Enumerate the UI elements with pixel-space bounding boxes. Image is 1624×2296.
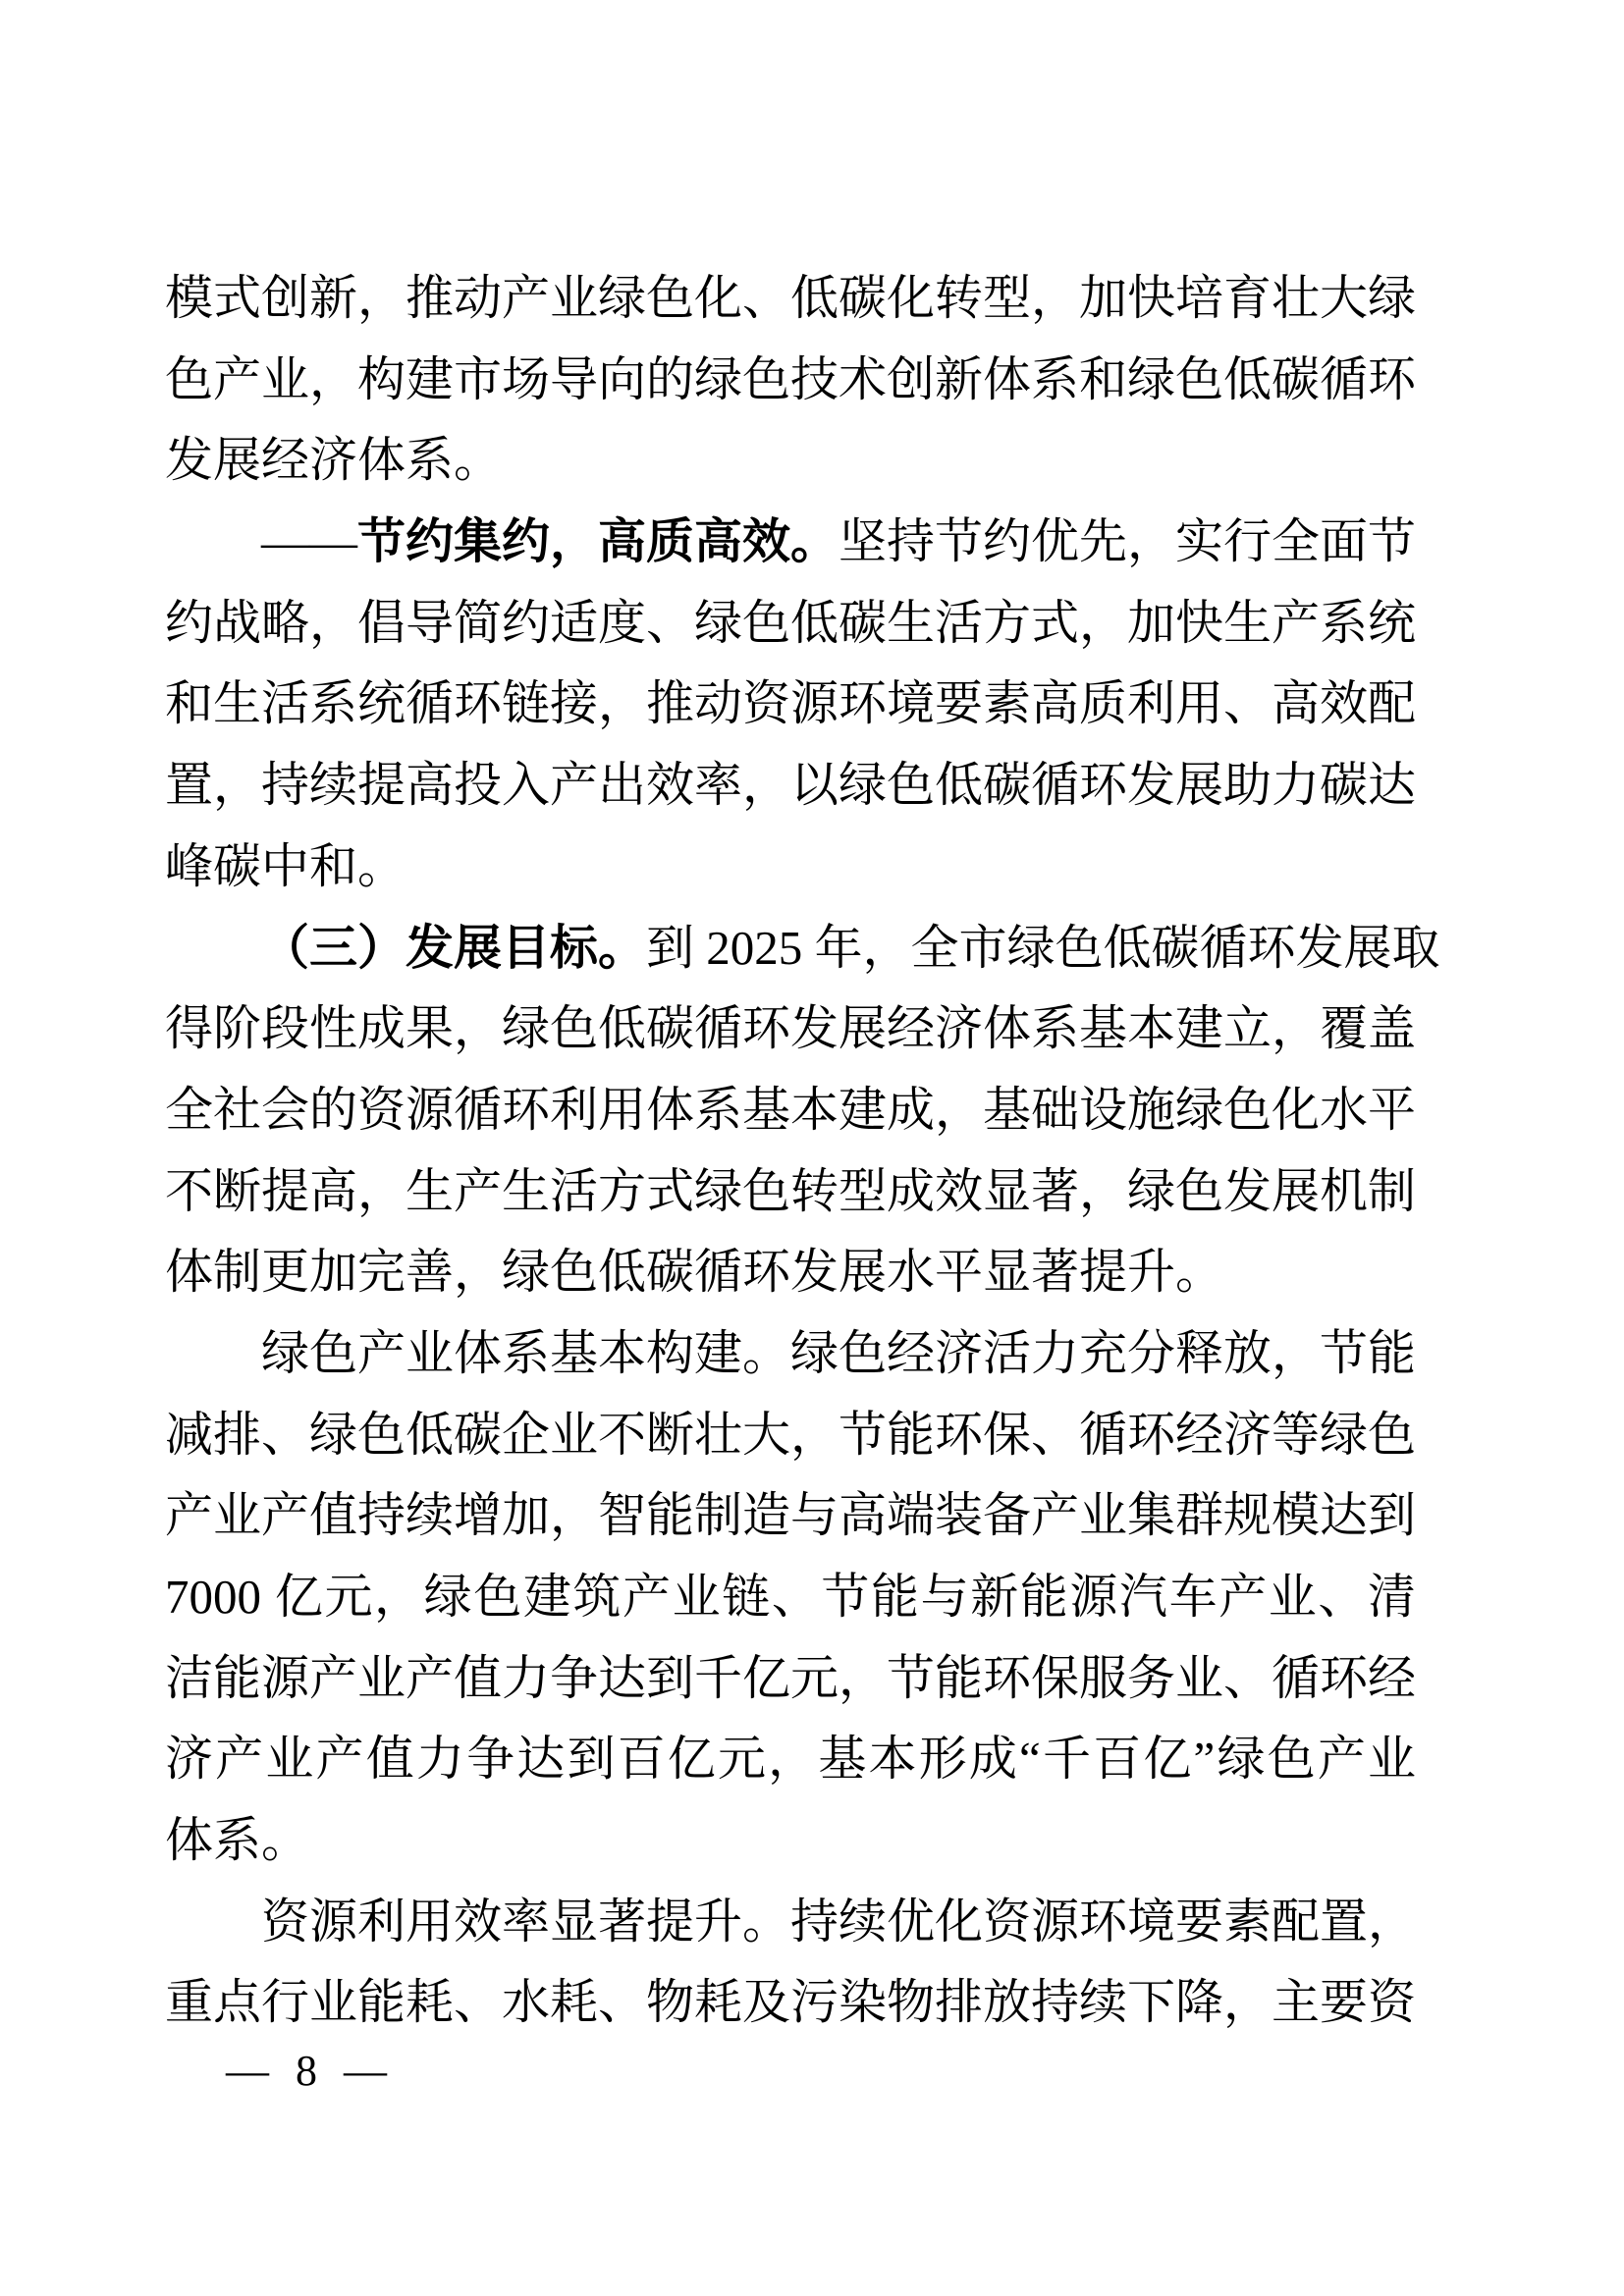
text-line — [165, 1800, 1416, 1882]
text-segment: 资源利用效率显著提升。持续优化资源环境要素配置， — [261, 1894, 1417, 1949]
text-segment: 7000 亿元，绿色建筑产业链、节能与新能源汽车产业、清 — [165, 1570, 1416, 1624]
text-line — [165, 1719, 1416, 1800]
text-line — [165, 664, 1416, 745]
text-segment: 和生活系统循环链接，推动资源环境要素高质利用、高效配 — [165, 676, 1417, 731]
text-segment: 产业产值持续增加，智能制造与高端装备产业集群规模达到 — [165, 1488, 1417, 1543]
text-segment: 节约集约，高质高效。 — [357, 514, 839, 569]
text-segment: 重点行业能耗、水耗、物耗及污染物排放持续下降，主要资 — [165, 1975, 1417, 2030]
text-segment: 坚持节约优先，实行全面节 — [839, 514, 1417, 569]
text-line — [165, 988, 1416, 1070]
text-segment: （三）发展目标。 — [261, 920, 647, 975]
text-segment: 减排、绿色低碳企业不断壮大，节能环保、循环经济等绿色 — [165, 1407, 1417, 1462]
text-line — [165, 1882, 1416, 1963]
text-segment: 绿色产业体系基本构建。绿色经济活力充分释放，节能 — [261, 1325, 1417, 1380]
text-line — [165, 340, 1416, 421]
text-line — [165, 908, 1440, 989]
text-segment: 色产业，构建市场导向的绿色技术创新体系和绿色低碳循环 — [165, 351, 1417, 406]
text-segment: 济产业产值力争达到百亿元，基本形成“千百亿”绿色产业 — [165, 1732, 1416, 1787]
text-segment: 发展经济体系。 — [165, 433, 503, 488]
text-line — [165, 1962, 1416, 2044]
text-block — [165, 258, 1440, 2044]
text-line — [165, 1151, 1416, 1233]
text-line — [165, 502, 1416, 583]
text-segment: 洁能源产业产值力争达到千亿元，节能环保服务业、循环经 — [165, 1650, 1417, 1705]
text-segment: 体制更加完善，绿色低碳循环发展水平显著提升。 — [165, 1245, 1224, 1300]
text-line — [165, 827, 1416, 908]
text-line — [165, 583, 1416, 665]
text-segment: 峰碳中和。 — [165, 838, 406, 893]
text-line — [165, 1395, 1416, 1476]
page-number: — 8 — — [226, 2047, 387, 2095]
text-line — [165, 420, 1416, 502]
text-line — [165, 745, 1416, 827]
text-segment: —— — [261, 514, 357, 569]
text-line — [165, 1475, 1416, 1557]
text-segment: 不断提高，生产生活方式绿色转型成效显著，绿色发展机制 — [165, 1163, 1417, 1218]
text-segment: 模式创新，推动产业绿色化、低碳化转型，加快培育壮大绿 — [165, 271, 1417, 325]
text-line — [165, 1070, 1416, 1151]
text-segment: 到 2025 年，全市绿色低碳循环发展取 — [646, 920, 1440, 975]
text-line — [165, 1638, 1416, 1720]
text-segment: 体系。 — [165, 1813, 310, 1868]
text-segment: 置，持续提高投入产出效率，以绿色低碳循环发展助力碳达 — [165, 758, 1417, 813]
text-line — [165, 1557, 1416, 1638]
text-segment: 得阶段性成果，绿色低碳循环发展经济体系基本建立，覆盖 — [165, 1001, 1417, 1056]
text-line — [165, 1313, 1416, 1395]
text-segment: 全社会的资源循环利用体系基本建成，基础设施绿色化水平 — [165, 1082, 1417, 1137]
text-line — [165, 258, 1416, 340]
text-line — [165, 1232, 1416, 1313]
text-segment: 约战略，倡导简约适度、绿色低碳生活方式，加快生产系统 — [165, 595, 1417, 650]
